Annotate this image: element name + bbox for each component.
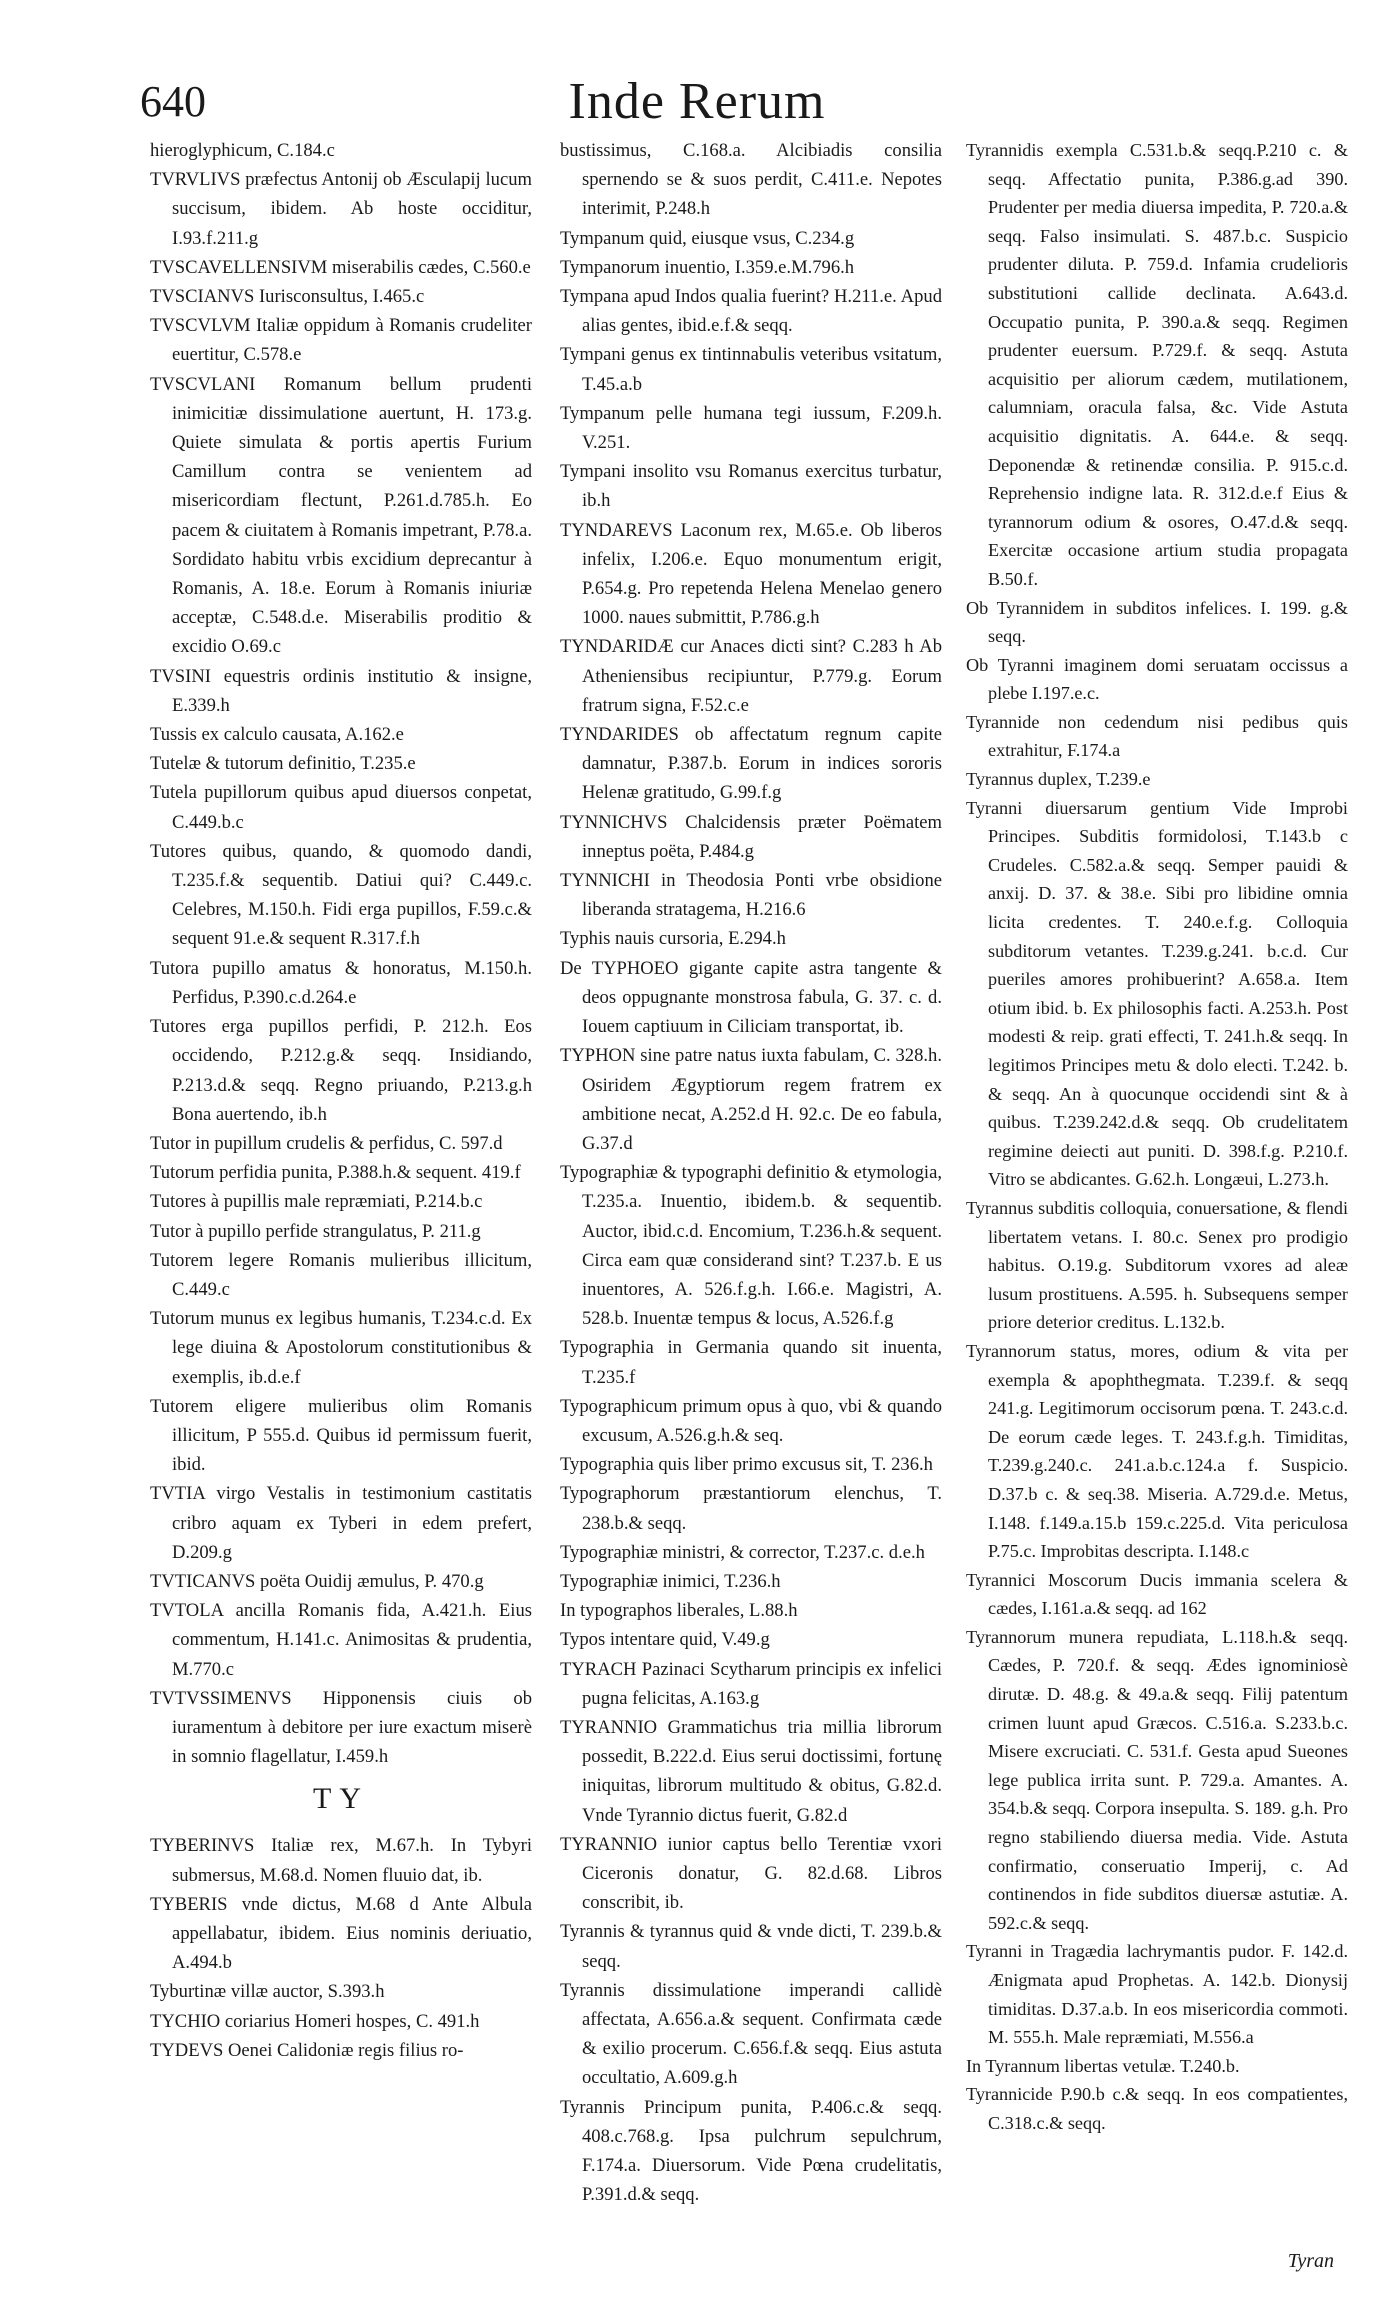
index-column-middle: [560, 136, 942, 2209]
index-entry: Typographicum primum opus à quo, vbi & quando excusum, A.526.g.h.& seq.: [560, 1395, 942, 1446]
index-entry: Tyrannorum munera repudiata, L.118.h.& seqq. Cædes, P. 720.f. & seqq. Ædes ignominiosè dirutæ. D. 48.g. & 49.a.& seqq. Filij patentum crimen luunt apud Græcos. C.516.a. S.233.b.c. Misere excruciati. C. 531.f. Gesta apud Sueones lege publica irrita sunt. P. 729.a. Amantes. A. 354.b.& seqq. Corpora insepulta. S. 189. g.h. Pro regno stabiliendo diuersa media. Vide. Astuta confirmatio, conseruatio Imperij, c. Ad continendos in fide subditos diuersæ astutiæ. A. 592.c.& seqq.: [966, 1626, 1348, 1933]
index-entry: Typographia in Germania quando sit inuenta, T.235.f: [560, 1337, 942, 1388]
index-entry: TYNDARIDÆ cur Anaces dicti sint? C.283 h Ab Atheniensibus recipiuntur, P.779.g. Eorum fratrum signa, F.52.c.e: [560, 636, 942, 716]
index-entry: Typographiæ ministri, & corrector, T.237.c. d.e.h: [560, 1541, 925, 1563]
catchword: Tyran: [1287, 2250, 1334, 2272]
index-entry: Tyrannis dissimulatione imperandi callidè affectata, A.656.a.& sequent. Confirmata cæde & exilio procerum. C.656.f.& seqq. Eius astuta occultatio, A.609.g.h: [560, 1979, 942, 2089]
index-entry: Typographia quis liber primo excusus sit, T. 236.h: [560, 1454, 933, 1476]
index-entry: TVSCVLVM Italiæ oppidum à Romanis crudeliter euertitur, C.578.e: [150, 315, 532, 366]
index-entry: Tyranni diuersarum gentium Vide Improbi Principes. Subditis formidolosi, T.143.b c Crudeles. C.582.a.& seqq. Semper pauidi & anxij. D. 37. & 38.e. Sibi pro libidine omnia licita credentes. T. 240.e.f.g. Colloquia subditorum vetantes. T.239.g.241. b.c.d. Cur pueriles amores prohibuerint? A.658.a. Item otium ibid. b. Ex philosophis facti. A.253.h. Post modesti & reip. grati effecti, T. 241.h.& seqq. In legitimos Principes metu & dolo electi. T.242. b. & seqq. An à quocunque occidendi sint & à quibus. T.239.242.d.& seqq. Ob crudelitatem regimine deiecti aut puniti. D. 398.f.g. P.210.f. Vitro se abdicantes. G.62.h. Longæui, L.273.h.: [966, 797, 1348, 1190]
index-entry: In Tyrannum libertas vetulæ. T.240.b.: [966, 2055, 1240, 2076]
index-entry: Tutorem legere Romanis mulieribus illicitum, C.449.c: [150, 1249, 532, 1300]
section-head: TY: [313, 1782, 369, 1816]
index-entry: TVTVSSIMENVS Hipponensis ciuis ob iuramentum à debitore per iure exactum miserè in somnio flagellatur, I.459.h: [150, 1687, 532, 1768]
index-entry: Tutela pupillorum quibus apud diuersos conpetat, C.449.b.c: [150, 782, 532, 833]
index-entry: Tutores quibus, quando, & quomodo dandi, T.235.f.& sequentib. Datiui qui? C.449.c. Celebres, M.150.h. Fidi erga pupillos, F.59.c.& sequent 91.e.& sequent R.317.f.h: [150, 840, 532, 950]
index-entry: Tympani insolito vsu Romanus exercitus turbatur, ib.h: [560, 461, 942, 512]
index-column-right: [966, 136, 1348, 2138]
index-entry: TYDEVS Oenei Calidoniæ regis filius ro-: [150, 2039, 464, 2061]
index-entry: TVTOLA ancilla Romanis fida, A.421.h. Eius commentum, H.141.c. Animositas & prudentia, M.770.c: [150, 1600, 532, 1680]
index-entry: Tympanum quid, eiusque vsus, C.234.g: [560, 227, 855, 249]
index-entry: Typhis nauis cursoria, E.294.h: [560, 928, 786, 950]
index-entry: Tyrannorum status, mores, odium & vita per exempla & apophthegmata. T.239.f. & seqq 241.g. Legitimorum occisorum pœna. T. 243.c.d. De eorum cæde leges. T. 243.f.g.h. Timiditas, T.239.g.240.c. 241.a.b.c.124.a f. Suspicio. D.37.b c. & seq.38. Miseria. A.729.d.e. Metus, I.148. f.149.a.15.b 159.c.225.d. Vita periculosa P.75.c. Improbitas descripta. I.148.c: [966, 1340, 1348, 1562]
index-entry: TVTIA virgo Vestalis in testimonium castitatis cribro aquam ex Tyberi in edem prefert, D.209.g: [150, 1483, 532, 1563]
index-entry: Tutorum perfidia punita, P.388.h.& sequent. 419.f: [150, 1162, 521, 1184]
index-entry: TYNDAREVS Laconum rex, M.65.e. Ob liberos infelix, I.206.e. Equo monumentum erigit, P.654.g. Pro repetenda Helena Menelao genero 1000. naues submittit, P.786.g.h: [560, 519, 942, 629]
index-entry: Ob Tyranni imaginem domi seruatam occissus a plebe I.197.e.c.: [966, 654, 1348, 704]
index-entry: Tutorem eligere mulieribus olim Romanis illicitum, P 555.d. Quibus id permissum fuerit, ibid.: [150, 1395, 532, 1476]
entry-list: [150, 136, 532, 1771]
index-entry: Tympanorum inuentio, I.359.e.M.796.h: [560, 256, 855, 278]
index-entry: Tyrannus subditis colloquia, conuersatione, & flendi libertatem vetans. I. 80.c. Senex pro prodigio habitus. O.19.g. Subditorum vxores ad aleæ lusum prostituens. A.595. h. Subsequens semper priore deterior creditus. L.132.b.: [966, 1197, 1348, 1333]
index-entry: TYNDARIDES ob affectatum regnum capite damnatur, P.387.b. Eorum in indices sororis Helenæ gratitudo, G.99.f.g: [560, 724, 942, 804]
entry-list: [966, 136, 1348, 2138]
index-entry: Tutores à pupillis male repræmiati, P.214.b.c: [150, 1191, 483, 1213]
index-entry: Typographiæ & typographi definitio & etymologia, T.235.a. Inuentio, ibidem.b. & sequentib. Auctor, ibid.c.d. Encomium, T.236.h.& sequent. Circa eam quæ considerand sint? T.237.b. E us inuentores, A. 526.f.g.h. I.66.e. Magistri, A. 528.b. Inuentæ tempus & locus, A.526.f.g: [560, 1162, 942, 1330]
index-entry: Tussis ex calculo causata, A.162.e: [150, 724, 404, 746]
index-entry: TYBERIS vnde dictus, M.68 d Ante Albula appellabatur, ibidem. Eius nominis deriuatio, A.494.b: [150, 1893, 532, 1974]
index-column-left: [150, 136, 532, 2065]
index-entry: Tympana apud Indos qualia fuerint? H.211.e. Apud alias gentes, ibid.e.f.& seqq.: [560, 286, 942, 337]
index-entry: Tympanum pelle humana tegi iussum, F.209.h. V.251.: [560, 402, 942, 454]
index-entry: Tyrannis Principum punita, P.406.c.& seqq. 408.c.768.g. Ipsa pulchrum sepulchrum, F.174.a. Diuersorum. Vide Pœna crudelitatis, P.391.d.& seqq.: [560, 2096, 942, 2206]
index-entry: De TYPHOEO gigante capite astra tangente & deos oppugnante monstrosa fabula, G. 37. c. d. Iouem captiuum in Ciliciam transportat, ib.: [560, 957, 942, 1038]
index-entry: Tutorum munus ex legibus humanis, T.234.c.d. Ex lege diuina & Apostolorum constitutionibus & exemplis, ib.d.e.f: [150, 1308, 532, 1388]
entry-list-after-head: [150, 1831, 532, 2065]
index-entry: TYRANNIO iunior captus bello Terentiæ vxori Ciceronis donatur, G. 82.d.68. Libros conscribit, ib.: [560, 1833, 942, 1914]
index-entry: Typographiæ inimici, T.236.h: [560, 1570, 781, 1592]
index-entry: Tutor à pupillo perfide strangulatus, P. 211.g: [150, 1220, 481, 1242]
index-entry: Typographorum præstantiorum elenchus, T. 238.b.& seqq.: [560, 1483, 942, 1534]
index-entry: Tympani genus ex tintinnabulis veteribus vsitatum, T.45.a.b: [560, 344, 942, 395]
index-entry: Tutelæ & tutorum definitio, T.235.e: [150, 753, 416, 775]
index-entry: Ob Tyrannidem in subditos infelices. I. 199. g.& seqq.: [966, 597, 1348, 647]
index-entry: TYRACH Pazinaci Scytharum principis ex infelici pugna felicitas, A.163.g: [560, 1658, 942, 1709]
index-entry: TYNNICHVS Chalcidensis præter Poëmatem inneptus poëta, P.484.g: [560, 811, 942, 862]
index-entry: TVTICANVS poëta Ouidij æmulus, P. 470.g: [150, 1570, 484, 1592]
index-entry: Tutora pupillo amatus & honoratus, M.150.h. Perfidus, P.390.c.d.264.e: [150, 957, 532, 1008]
index-entry: TVSINI equestris ordinis institutio & insigne, E.339.h: [150, 665, 532, 716]
index-entry: Tutores erga pupillos perfidi, P. 212.h. Eos occidendo, P.212.g.& seqq. Insidiando, P.213.d.& seqq. Regno priuando, P.213.g.h Bona auertendo, ib.h: [150, 1016, 532, 1125]
index-entry: TYPHON sine patre natus iuxta fabulam, C. 328.h. Osiridem Ægyptiorum regem fratrem ex ambitione necat, A.252.d H. 92.c. De eo fabula, G.37.d: [560, 1045, 942, 1154]
index-entry: TYNNICHI in Theodosia Ponti vrbe obsidione liberanda stratagema, H.216.6: [560, 870, 942, 921]
index-entry: Tyburtinæ villæ auctor, S.393.h: [150, 1981, 385, 2003]
running-head: Inde Rerum: [568, 73, 826, 130]
index-entry: bustissimus, C.168.a. Alcibiadis consilia spernendo se & suos perdit, C.411.e. Nepotes interimit, P.248.h: [560, 140, 942, 220]
index-entry: TVSCIANVS Iurisconsultus, I.465.c: [150, 286, 425, 308]
index-entry: Tyrannidis exempla C.531.b.& seqq.P.210 c. & seqq. Affectatio punita, P.386.g.ad 390. Prudenter per media diuersa impedita, P. 720.a.& seqq. Falso insimulati. S. 487.b.c. Suspicio prudenter diluta. P. 759.d. Infamia crudelioris substitutioni callide declinata. A.643.d. Occupatio punita, P. 390.a.& seqq. Regimen prudenter euersum. P.729.f. & seqq. Astuta acquisitio per aliorum cædem, mutilationem, calumniam, oracula falsa, &c. Vide Astuta acquisitio dignitatis. A. 644.e. & seqq. Deponendæ & retinendæ consilia. P. 915.c.d. Reprehensio indigne lata. R. 312.d.e.f Eius & tyrannorum odium & osores, O.47.d.& seqq. Exercitæ occasione artium studia propagata B.50.f.: [966, 140, 1348, 589]
page-number: 640: [140, 77, 206, 126]
index-entry: Typos intentare quid, V.49.g: [560, 1629, 770, 1651]
index-entry: TVSCAVELLENSIVM miserabilis cædes, C.560.e: [150, 256, 531, 278]
index-entry: In typographos liberales, L.88.h: [560, 1600, 798, 1622]
index-entry: Tyrannus duplex, T.239.e: [966, 769, 1151, 790]
index-entry: TVRVLIVS præfectus Antonij ob Æsculapij lucum succisum, ibidem. Ab hoste occiditur, I.93.f.211.g: [150, 169, 532, 249]
index-entry: Tyrannide non cedendum nisi pedibus quis extrahitur, F.174.a: [966, 711, 1348, 761]
index-entry: Tyrannicide P.90.b c.& seqq. In eos compatientes, C.318.c.& seqq.: [966, 2084, 1348, 2133]
index-entry: Tyrannis & tyrannus quid & vnde dicti, T. 239.b.& seqq.: [560, 1921, 942, 1972]
index-entry: hieroglyphicum, C.184.c: [150, 140, 335, 161]
index-entry: TVSCVLANI Romanum bellum prudenti inimicitiæ dissimulatione auertunt, H. 173.g. Quiete simulata & portis apertis Furium Camillum contra se venientem ad misericordiam flectunt, P.261.d.785.h. Eo pacem & ciuitatem à Romanis impetrant, P.78.a. Sordidato habitu vrbis excidium deprecantur à Romanis, A. 18.e. Eorum à Romanis iniuriæ acceptæ, C.548.d.e. Miserabilis proditio & excidio O.69.c: [150, 373, 532, 658]
index-entry: Tyranni in Tragædia lachrymantis pudor. F. 142.d. Ænigmata apud Prophetas. A. 142.b. Dionysij timiditas. D.37.a.b. In eos misericordia commoti. M. 555.h. Male repræmiati, M.556.a: [966, 1941, 1348, 2048]
index-entry: Tyrannici Moscorum Ducis immania scelera & cædes, I.161.a.& seqq. ad 162: [966, 1569, 1348, 1619]
entry-list: [560, 136, 942, 2209]
index-entry: TYRANNIO Grammatichus tria millia librorum possedit, B.222.d. Eius serui doctissimi, fortunę iniquitas, librorum multitudo & obitus, G.82.d. Vnde Tyrannio dictus fuerit, G.82.d: [560, 1716, 942, 1826]
index-entry: TYCHIO coriarius Homeri hospes, C. 491.h: [150, 2010, 480, 2032]
index-entry: Tutor in pupillum crudelis & perfidus, C. 597.d: [150, 1132, 503, 1154]
index-entry: TYBERINVS Italiæ rex, M.67.h. In Tybyri submersus, M.68.d. Nomen fluuio dat, ib.: [150, 1835, 532, 1886]
